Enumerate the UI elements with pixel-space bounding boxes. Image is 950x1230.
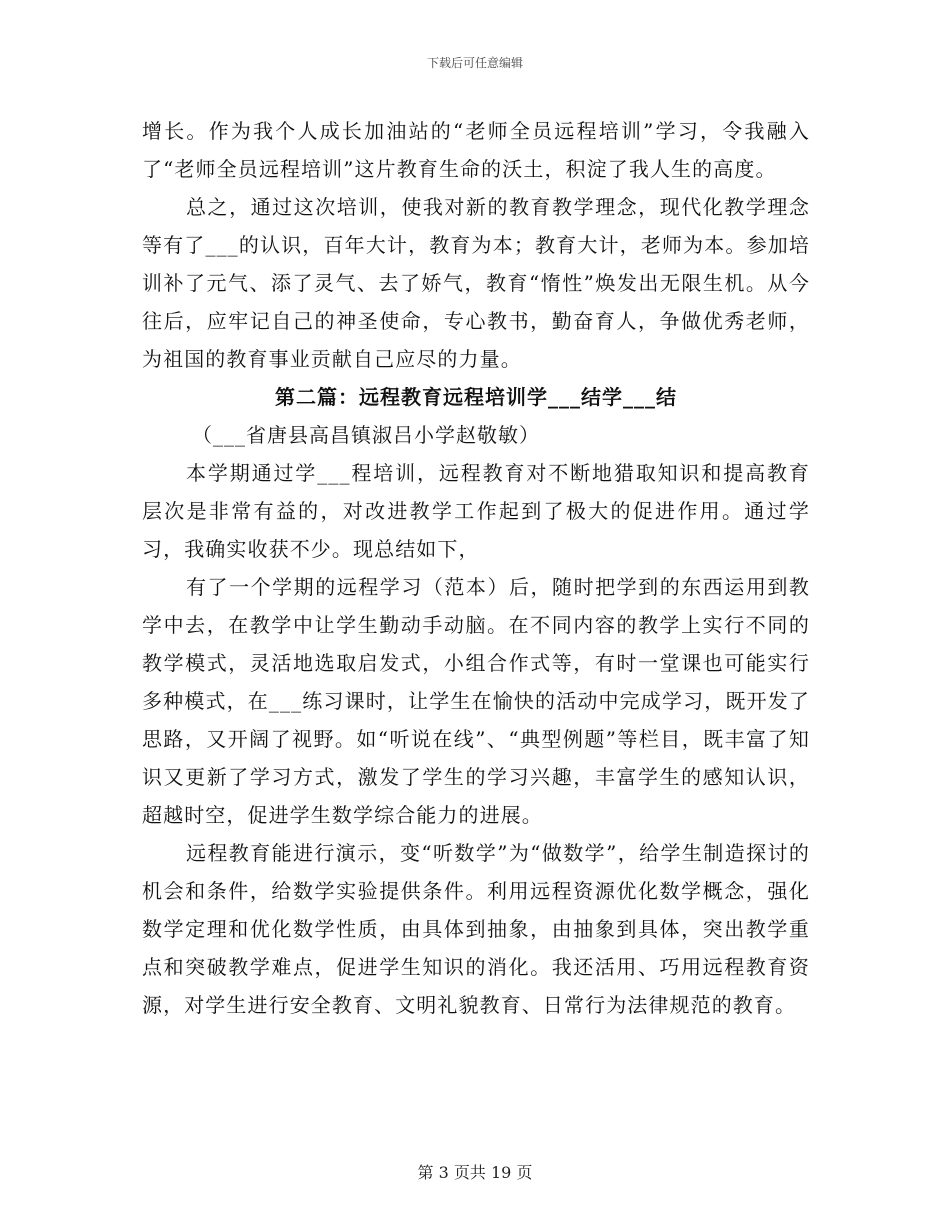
paragraph-continuation: 增长。作为我个人成长加油站的“老师全员远程培训”学习，令我融入了“老师全员远程培训”这片教育生命的沃土，积淀了我人生的高度。 — [142, 119, 810, 181]
paragraph-summary: 总之，通过这次培训，使我对新的教育教学理念，现代化教学理念等有了___的认识，百年大计，教育为本；教育大计，老师为本。参加培训补了元气、添了灵气、去了娇气，教育“惰性”焕发出无限生机。从今往后，应牢记自己的神圣使命，专心教书，勤奋育人，争做优秀老师，为祖国的教育事业贡献自己应尽的力量。 — [142, 195, 810, 371]
paragraph-teaching-modes: 有了一个学期的远程学习（范本）后，随时把学到的东西运用到教学中去，在教学中让学生勤动手动脑。在不同内容的教学上实行不同的教学模式，灵活地选取启发式，小组合作式等，有时一堂课也可能实行多种模式，在___练习课时，让学生在愉快的活动中完成学习，既开发了思路，又开阔了视野。如“听说在线”、“典型例题”等栏目，既丰富了知识又更新了学习方式，激发了学生的学习兴趣，丰富学生的感知认识，超越时空，促进学生数学综合能力的进展。 — [142, 575, 810, 827]
paragraph-intro: 本学期通过学___程培训，远程教育对不断地猎取知识和提高教育层次是非常有益的，对改进教学工作起到了极大的促进作用。通过学习，我确实收获不少。现总结如下， — [142, 461, 810, 561]
page-header: 下载后可任意编辑 — [426, 56, 523, 70]
page-footer: 第 3 页共 19 页 — [417, 1163, 533, 1182]
paragraph-demonstration: 远程教育能进行演示，变“听数学”为“做数学”，给学生制造探讨的机会和条件，给数学实验提供条件。利用远程资源优化数学概念，强化数学定理和优化数学性质，由具体到抽象，由抽象到具体，突出教学重点和突破教学难点，促进学生知识的消化。我还活用、巧用远程教育资源，对学生进行安全教育、文明礼貌教育、日常行为法律规范的教育。 — [142, 841, 810, 1017]
document-body — [142, 112, 810, 1024]
author-byline: （___省唐县高昌镇淑吕小学赵敬敏） — [192, 423, 540, 447]
section-title: 第二篇：远程教育远程培训学___结学___结 — [275, 385, 677, 409]
